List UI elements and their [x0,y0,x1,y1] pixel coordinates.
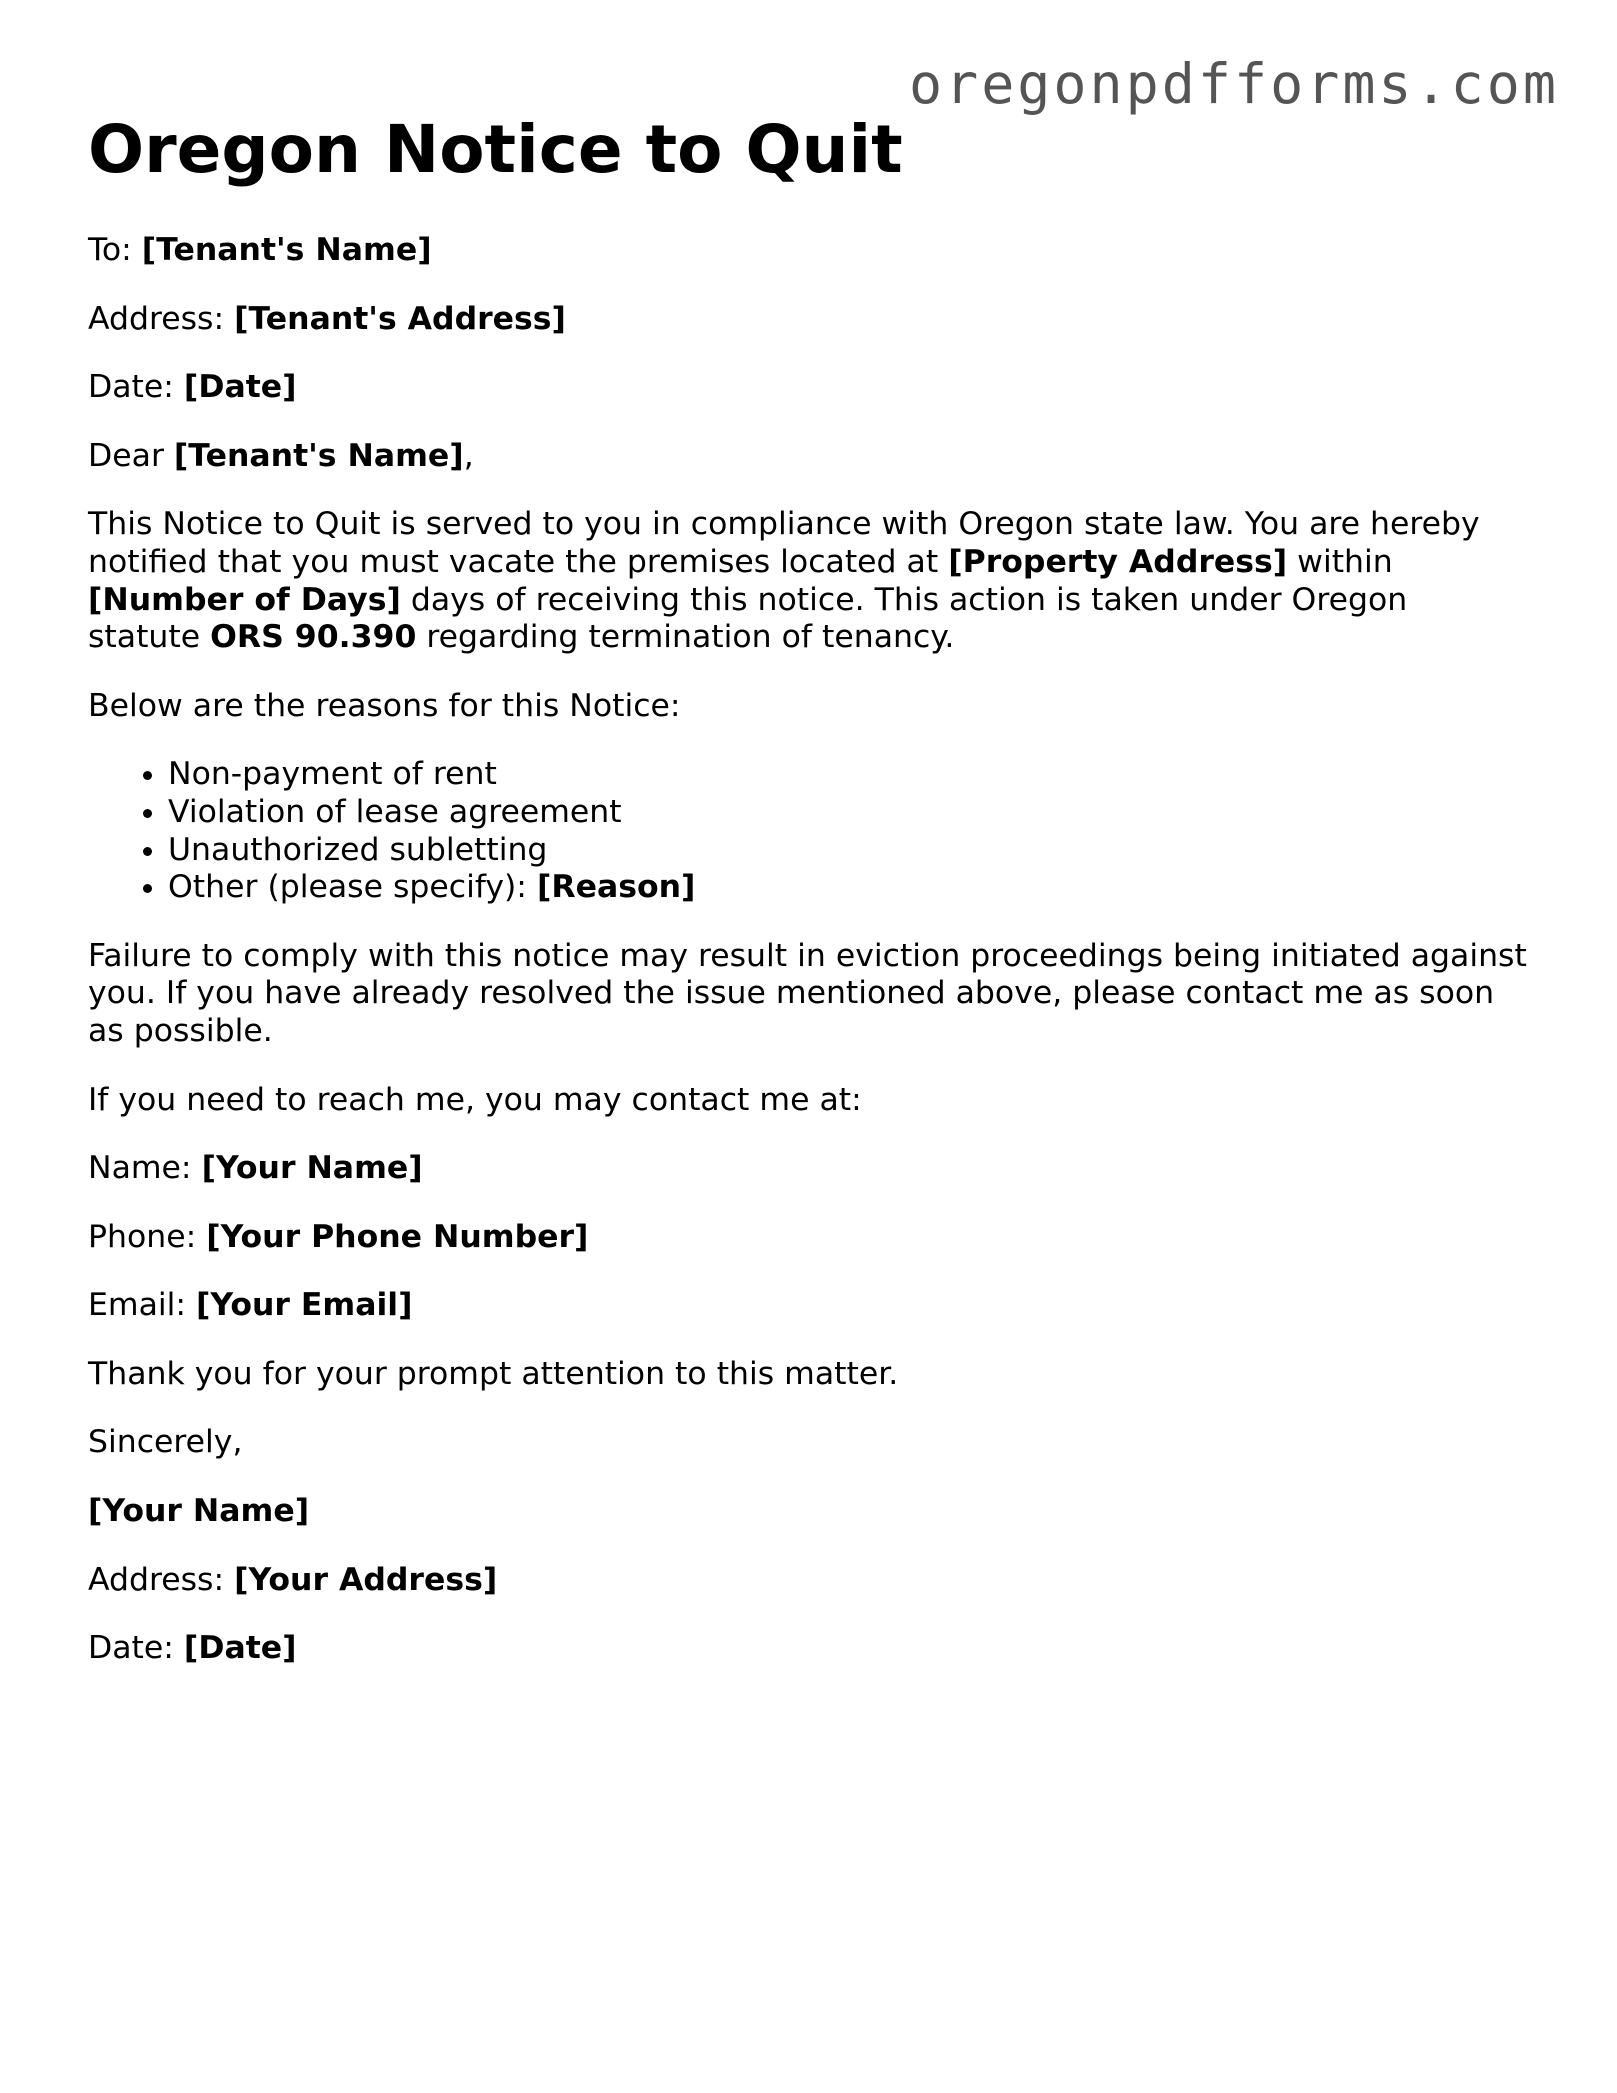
other-reason-label: Other (please specify): [168,869,537,906]
contact-email-value: [Your Email] [196,1287,413,1324]
signer-address-line [88,1562,1528,1600]
address-label: Address: [88,300,235,337]
signer-date-line [88,1630,1528,1668]
notice-text-3: days of receiving this notice. This action is taken under Oregon statute [88,581,1408,656]
signer-address-value: [Your Address] [234,1561,498,1598]
address-value: [Tenant's Address] [234,300,566,337]
salutation-name: [Tenant's Name] [173,437,464,474]
list-item: • Non-payment of rent [168,756,1528,794]
contact-name-value: [Your Name] [201,1150,423,1187]
notice-text-2: within [1287,543,1393,580]
page-title: Oregon Notice to Quit [88,111,903,188]
list-item: • Violation of lease agreement [168,794,1528,832]
number-of-days: [Number of Days] [88,581,401,618]
contact-intro: If you need to reach me, you may contact me at: [88,1081,862,1118]
signer-address-label: Address: [88,1561,235,1598]
notice-paragraph [88,506,1528,656]
contact-email-line [88,1287,1528,1325]
to-value: [Tenant's Name] [141,232,432,268]
signer-date-label: Date: [88,1630,184,1667]
date-label: Date: [88,369,184,406]
to-line [88,232,1528,270]
list-item: • Unauthorized subletting [168,832,1528,870]
reasons-intro: Below are the reasons for this Notice: [88,687,681,724]
list-item [168,869,1528,907]
date-line [88,369,1528,407]
contact-name-line [88,1150,1528,1188]
signer-line [88,1493,1528,1531]
salutation-prefix: Dear [88,437,174,474]
salutation-suffix: , [463,437,474,474]
signer-date-value: [Date] [183,1630,297,1667]
contact-phone-label: Phone: [88,1218,207,1255]
notice-text-4: regarding termination of tenancy. [416,619,955,656]
signer-name: [Your Name] [88,1493,310,1530]
property-address: [Property Address] [948,543,1288,580]
contact-phone-value: [Your Phone Number] [206,1218,589,1255]
to-label: To: [88,232,142,268]
notice-document [88,110,1528,1699]
thanks-line: Thank you for your prompt attention to this matter. [88,1355,899,1392]
other-reason-value: [Reason] [536,869,696,906]
contact-phone-line [88,1219,1528,1257]
statute: ORS 90.390 [210,619,417,656]
notice-text-1: This Notice to Quit is served to you in compliance with Oregon state law. You are hereby notified that you must vacate the premises located at [88,506,1480,580]
reasons-list [88,756,1528,906]
date-value: [Date] [183,369,297,406]
watermark-site-name: oregonpdfforms.com [908,52,1559,116]
contact-name-label: Name: [88,1150,202,1187]
sincerely-line: Sincerely, [88,1424,243,1461]
contact-email-label: Email: [88,1287,197,1324]
address-line [88,301,1528,339]
salutation [88,438,1528,476]
failure-paragraph: Failure to comply with this notice may result in eviction proceedings being initiated against you. If you have already resolved the issue mentioned above, please contact me as soon as possible. [88,937,1527,1049]
